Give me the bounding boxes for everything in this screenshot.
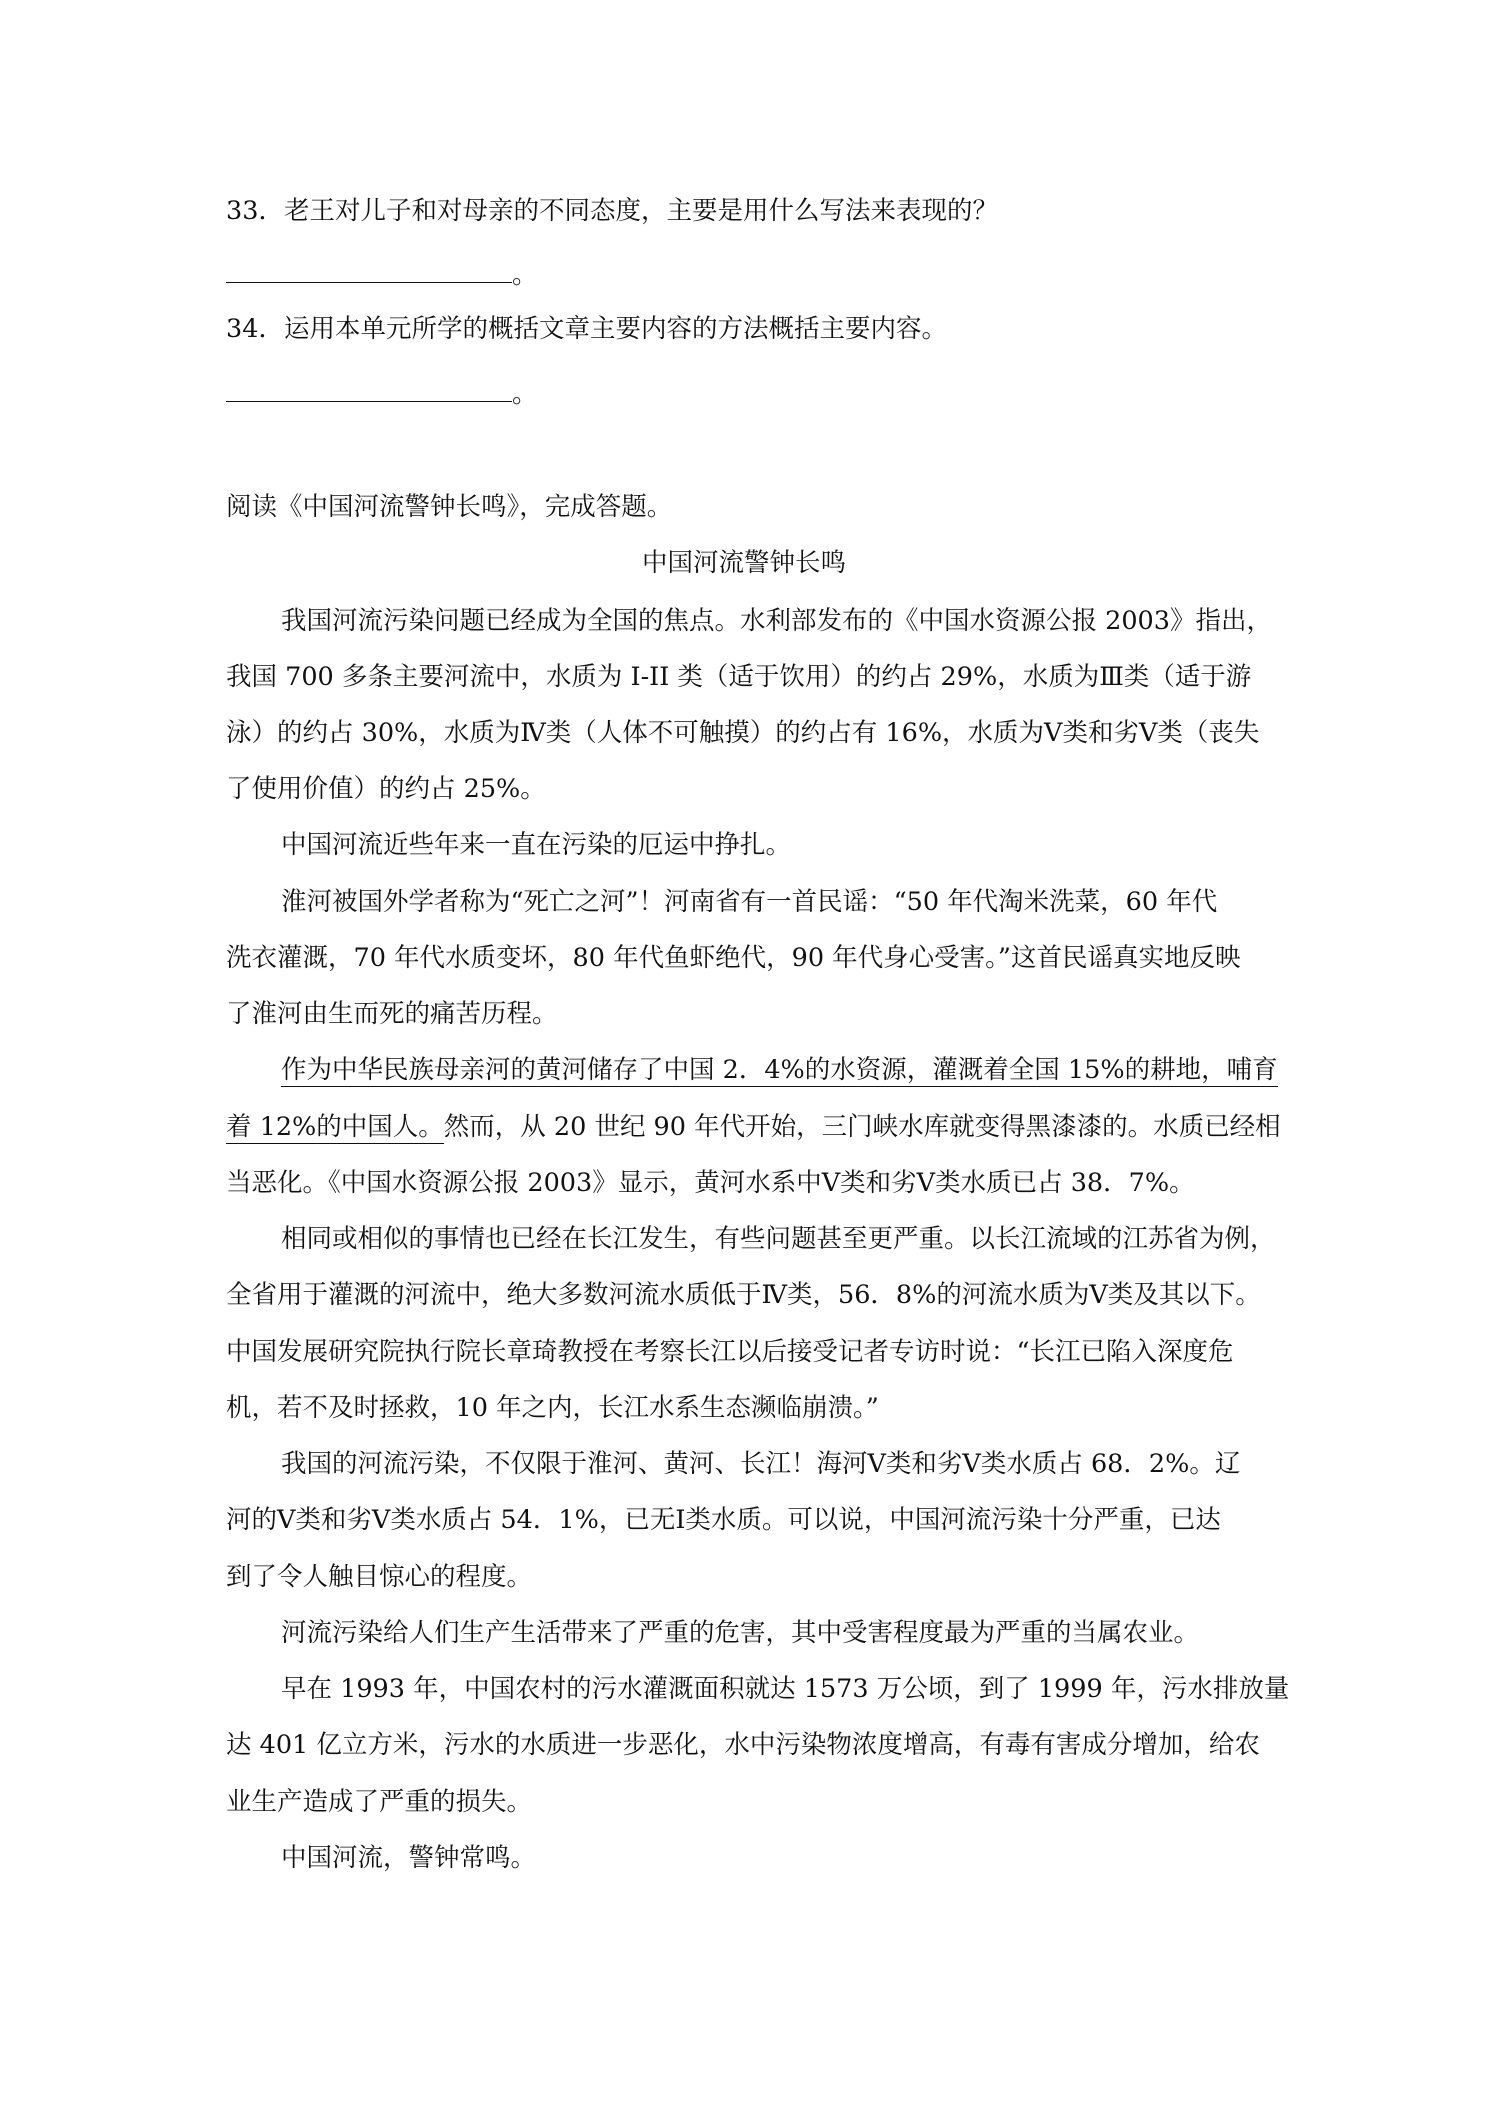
paragraph-line: 到了令人触目惊心的程度。 [226, 1562, 533, 1592]
answer-end-33: 。 [512, 260, 538, 290]
paragraph-line: 我国河流污染问题已经成为全国的焦点。水利部发布的《中国水资源公报 2003》指出， [281, 606, 1273, 636]
answer-blank-34[interactable] [226, 375, 512, 402]
paragraph-line: 河流污染给人们生产生活带来了严重的危害，其中受害程度最为严重的当属农业。 [281, 1618, 1200, 1648]
paragraph-line: 我国 700 多条主要河流中，水质为 I-II 类（适于饮用）的约占 29%，水质为Ⅲ类（适于游 [226, 662, 1252, 692]
answer-line-33 [226, 256, 538, 292]
question-33: 33．老王对儿子和对母亲的不同态度，主要是用什么写法来表现的？ [226, 196, 998, 226]
paragraph-line [281, 1053, 1278, 1087]
paragraph-line: 淮河被国外学者称为“死亡之河”！河南省有一首民谣：“50 年代淘米洗菜，60 年代 [281, 887, 1218, 917]
paragraph-line: 泳）的约占 30%，水质为Ⅳ类（人体不可触摸）的约占有 16%，水质为Ⅴ类和劣Ⅴ类（丧失 [226, 718, 1260, 748]
reading-instruction: 阅读《中国河流警钟长鸣》，完成答题。 [226, 492, 673, 522]
answer-blank-33[interactable] [226, 256, 512, 283]
paragraph-line: 河的Ⅴ类和劣Ⅴ类水质占 54．1%，已无Ⅰ类水质。可以说，中国河流污染十分严重，已达 [226, 1505, 1221, 1535]
paragraph-line: 当恶化。《中国水资源公报 2003》显示，黄河水系中Ⅴ类和劣Ⅴ类水质已占 38．7%。 [226, 1168, 1195, 1198]
paragraph-line: 中国河流，警钟常鸣。 [281, 1843, 537, 1873]
paragraph-line: 早在 1993 年，中国农村的污水灌溉面积就达 1573 万公顷，到了 1999 年，污水排放量 [281, 1674, 1290, 1704]
answer-end-34: 。 [512, 379, 538, 409]
paragraph-line: 中国河流近些年来一直在污染的厄运中挣扎。 [281, 830, 792, 860]
paragraph-line: 全省用于灌溉的河流中，绝大多数河流水质低于Ⅳ类，56．8%的河流水质为Ⅴ类及其以下。 [226, 1280, 1261, 1310]
paragraph-line: 我国的河流污染，不仅限于淮河、黄河、长江！海河Ⅴ类和劣Ⅴ类水质占 68．2%。辽 [281, 1449, 1241, 1479]
paragraph-line: 机，若不及时拯救，10 年之内，长江水系生态濒临崩溃。” [226, 1393, 879, 1423]
paragraph-line: 中国发展研究院执行院长章琦教授在考察长江以后接受记者专访时说：“长江已陷入深度危 [226, 1337, 1234, 1367]
paragraph-line [226, 1110, 1281, 1144]
paragraph-line: 洗衣灌溉，70 年代水质变坏，80 年代鱼虾绝代，90 年代身心受害。”这首民谣真实地反映 [226, 943, 1241, 973]
article-title: 中国河流警钟长鸣 [641, 548, 846, 578]
underlined-sentence: 着 12%的中国人。 [226, 1112, 444, 1142]
paragraph-line: 业生产造成了严重的损失。 [226, 1787, 533, 1817]
answer-line-34 [226, 375, 538, 411]
paragraph-line: 达 401 亿立方米，污水的水质进一步恶化，水中污染物浓度增高，有毒有害成分增加，给农 [226, 1730, 1260, 1760]
paragraph-line: 了使用价值）的约占 25%。 [226, 774, 546, 804]
paragraph-line: 了淮河由生而死的痛苦历程。 [226, 999, 558, 1029]
underlined-sentence: 作为中华民族母亲河的黄河储存了中国 2．4%的水资源，灌溉着全国 15%的耕地，哺育 [281, 1055, 1278, 1085]
sentence-text: 然而，从 20 世纪 90 年代开始，三门峡水库就变得黑漆漆的。水质已经相 [443, 1112, 1281, 1142]
question-34: 34．运用本单元所学的概括文章主要内容的方法概括主要内容。 [226, 314, 947, 344]
paragraph-line: 相同或相似的事情也已经在长江发生，有些问题甚至更严重。以长江流域的江苏省为例， [281, 1224, 1276, 1254]
